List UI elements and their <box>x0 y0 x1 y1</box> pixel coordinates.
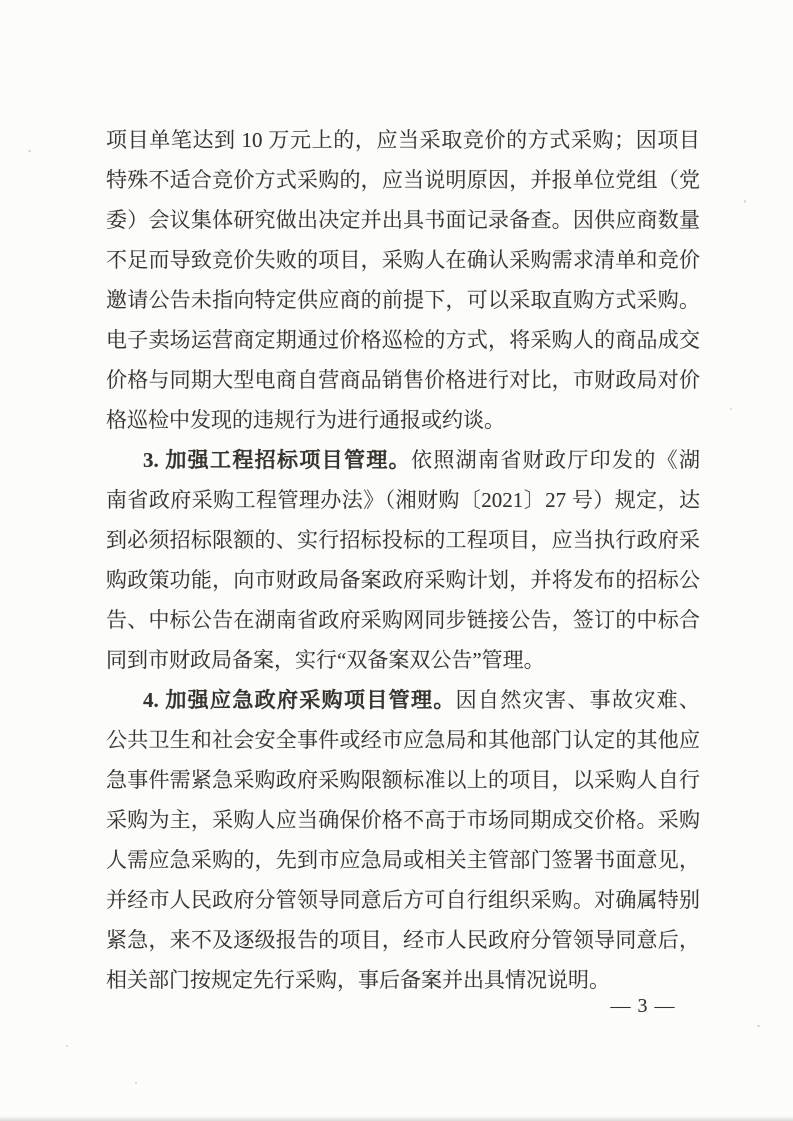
text-line: 邀请公告未指向特定供应商的前提下，可以采取直购方式采购。 <box>106 288 700 312</box>
scan-edge-shadow <box>0 1116 793 1121</box>
text-line: 人需应急采购的，先到市应急局或相关主管部门签署书面意见， <box>106 848 700 872</box>
document-body <box>106 120 700 1000</box>
item-heading-bold: 4. 加强应急政府采购项目管理。 <box>143 688 456 712</box>
line-text: 因自然灾害、事故灾难、 <box>455 688 700 712</box>
text-line: 紧急，来不及逐级报告的项目，经市人民政府分管领导同意后， <box>106 928 700 952</box>
paragraph <box>106 680 700 1000</box>
text-line <box>106 680 700 720</box>
page-number: — 3 — <box>610 995 676 1017</box>
text-line: 并经市人民政府分管领导同意后方可自行组织采购。对确属特别 <box>106 888 700 912</box>
text-line: 告、中标公告在湖南省政府采购网同步链接公告，签订的中标合 <box>106 608 700 632</box>
text-line: 价格与同期大型电商自营商品销售价格进行对比，市财政局对价 <box>106 368 700 392</box>
text-line: 项目单笔达到 10 万元上的，应当采取竞价的方式采购；因项目 <box>106 128 700 152</box>
item-heading-bold: 3. 加强工程招标项目管理。 <box>143 448 411 472</box>
line-text: 依照湖南省财政厅印发的《湖 <box>411 448 700 472</box>
text-line: 格巡检中发现的违规行为进行通报或约谈。 <box>106 408 505 432</box>
scan-speck <box>744 200 746 203</box>
scan-speck <box>730 408 732 410</box>
scan-speck <box>135 1082 137 1084</box>
paragraph <box>106 120 700 440</box>
text-line: 同到市财政局备案，实行“双备案双公告”管理。 <box>106 648 545 672</box>
text-line: 南省政府采购工程管理办法》（湘财购〔2021〕27 号）规定，达 <box>106 488 700 512</box>
text-line: 电子卖场运营商定期通过价格巡检的方式，将采购人的商品成交 <box>106 328 700 352</box>
scan-speck <box>28 150 31 152</box>
paragraph <box>106 440 700 680</box>
text-line: 相关部门按规定先行采购，事后备案并出具情况说明。 <box>106 968 610 992</box>
text-line: 公共卫生和社会安全事件或经市应急局和其他部门认定的其他应 <box>106 728 700 752</box>
text-line: 到必须招标限额的、实行招标投标的工程项目，应当执行政府采 <box>106 528 700 552</box>
text-line: 委）会议集体研究做出决定并出具书面记录备查。因供应商数量 <box>106 208 700 232</box>
scan-speck <box>66 1045 68 1047</box>
text-line: 特殊不适合竞价方式采购的，应当说明原因，并报单位党组（党 <box>106 168 700 192</box>
text-line: 不足而导致竞价失败的项目，采购人在确认采购需求清单和竞价 <box>106 248 700 272</box>
scan-speck <box>757 1025 760 1027</box>
text-line: 购政策功能，向市财政局备案政府采购计划，并将发布的招标公 <box>106 568 700 592</box>
text-line: 采购为主，采购人应当确保价格不高于市场同期成交价格。采购 <box>106 808 700 832</box>
text-line <box>106 440 700 480</box>
text-line: 急事件需紧急采购政府采购限额标准以上的项目，以采购人自行 <box>106 768 700 792</box>
